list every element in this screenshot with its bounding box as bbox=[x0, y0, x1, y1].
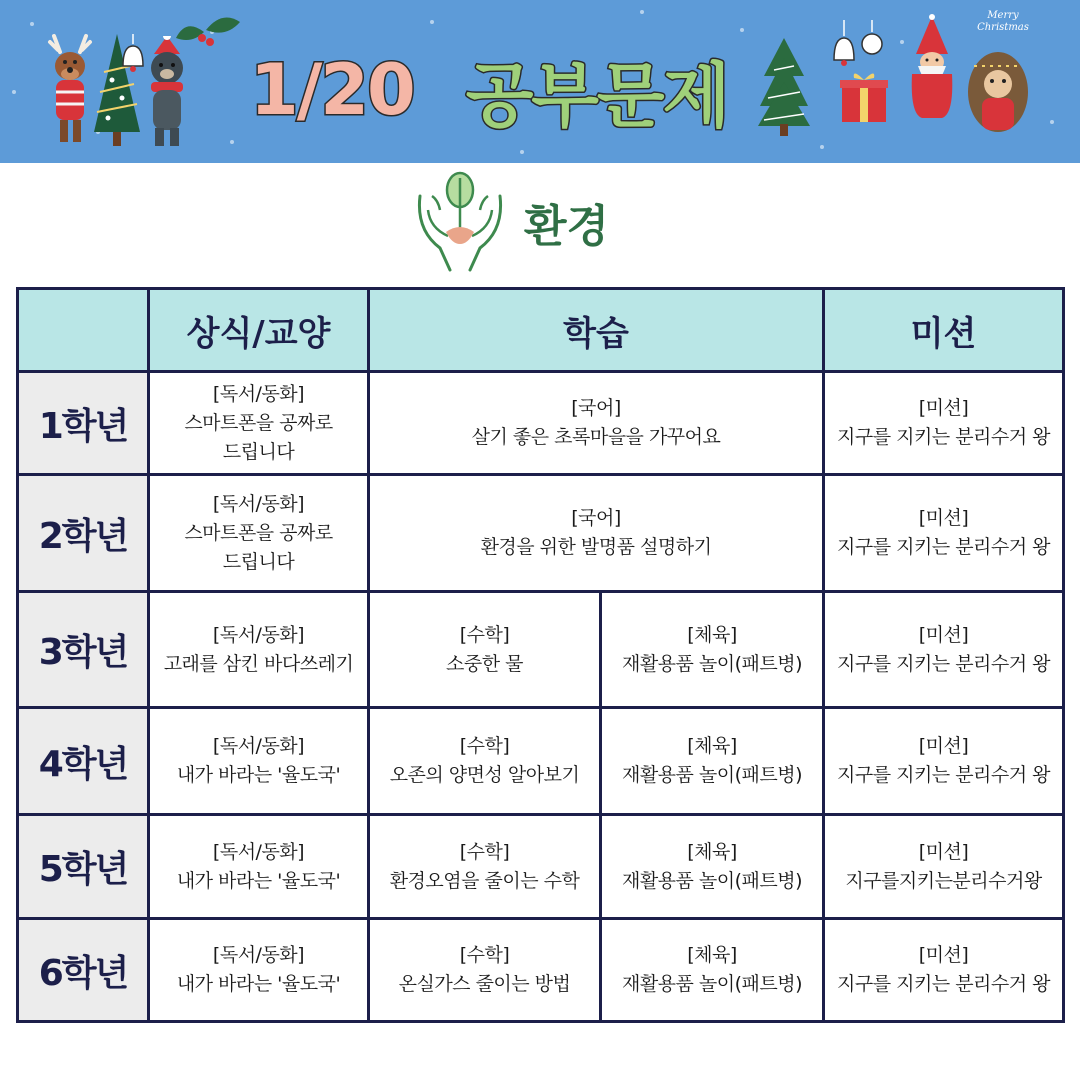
cell-category: [체육] bbox=[687, 840, 737, 863]
snow-dot bbox=[30, 22, 34, 26]
snow-dot bbox=[640, 10, 644, 14]
math-cell bbox=[369, 815, 601, 919]
header-study: 학습 bbox=[369, 289, 824, 372]
cell-text: 지구를 지키는 분리수거 왕 bbox=[837, 973, 1051, 995]
general-cell bbox=[149, 919, 369, 1022]
table-row bbox=[18, 475, 1064, 592]
cell-text: 지구를 지키는 분리수거 왕 bbox=[837, 764, 1051, 786]
cell-category: [독서/동화] bbox=[212, 735, 305, 757]
santa-icon bbox=[906, 14, 958, 120]
table-row bbox=[18, 919, 1064, 1022]
cell-category: [국어] bbox=[571, 507, 621, 529]
grade-label: 6학년 bbox=[18, 919, 149, 1022]
cell-text: 오존의 양면성 알아보기 bbox=[389, 764, 580, 786]
cell-text: 소중한 물 bbox=[446, 652, 523, 675]
cell-text: 스마트폰을 공짜로 bbox=[184, 521, 333, 544]
mission-cell bbox=[824, 475, 1064, 592]
christmas-tree-icon bbox=[756, 36, 812, 136]
general-cell bbox=[149, 708, 369, 815]
topic-heading bbox=[410, 170, 609, 274]
banner-title-row bbox=[250, 40, 728, 140]
cell-text: 살기 좋은 초록마을을 가꾸어요 bbox=[471, 426, 721, 448]
snow-dot bbox=[1050, 120, 1054, 124]
mission-cell bbox=[824, 372, 1064, 475]
pe-cell bbox=[601, 815, 824, 919]
general-cell bbox=[149, 372, 369, 475]
table-row bbox=[18, 592, 1064, 708]
cell-category: [독서/동화] bbox=[212, 623, 305, 646]
cell-text: 지구를지키는분리수거왕 bbox=[845, 869, 1042, 892]
cell-category: [수학] bbox=[459, 623, 510, 646]
grade-label: 2학년 bbox=[18, 475, 149, 592]
header-general: 상식/교양 bbox=[149, 289, 369, 372]
table-row bbox=[18, 815, 1064, 919]
mission-cell bbox=[824, 919, 1064, 1022]
merry-christmas-text bbox=[968, 10, 1038, 34]
cell-text: 재활용품 놀이(패트병) bbox=[621, 652, 803, 675]
math-cell bbox=[369, 592, 601, 708]
cell-category: [독서/동화] bbox=[212, 492, 305, 515]
cell-text: 온실가스 줄이는 방법 bbox=[398, 973, 571, 995]
plant-in-hands-icon bbox=[410, 170, 510, 274]
cell-category: [체육] bbox=[687, 944, 737, 966]
mission-cell bbox=[824, 815, 1064, 919]
cell-category: [체육] bbox=[687, 735, 737, 757]
cell-category: [미션] bbox=[918, 944, 969, 966]
study-cell bbox=[369, 372, 824, 475]
cell-text: 환경오염을 줄이는 수학 bbox=[389, 869, 580, 892]
greeting-line-1: Merry bbox=[987, 10, 1019, 21]
greeting-line-2: Christmas bbox=[977, 22, 1029, 33]
cell-text: 환경을 위한 발명품 설명하기 bbox=[480, 536, 712, 558]
cell-category: [체육] bbox=[687, 623, 737, 646]
pe-cell bbox=[601, 919, 824, 1022]
cell-category: [수학] bbox=[459, 735, 510, 757]
cell-category: [수학] bbox=[459, 840, 510, 863]
cell-category: [국어] bbox=[571, 397, 621, 419]
date-title: 1/20 bbox=[250, 49, 414, 131]
study-schedule-table bbox=[16, 287, 1065, 1023]
general-cell bbox=[149, 815, 369, 919]
gift-box-icon bbox=[838, 68, 890, 124]
table-row bbox=[18, 372, 1064, 475]
cell-category: [수학] bbox=[459, 944, 510, 966]
cell-text: 고래를 삼킨 바다쓰레기 bbox=[163, 652, 354, 675]
cell-text: 내가 바라는 '율도국' bbox=[176, 869, 341, 892]
cell-text: 지구를 지키는 분리수거 왕 bbox=[837, 536, 1051, 558]
mission-cell bbox=[824, 708, 1064, 815]
topic-label: 환경 bbox=[524, 201, 610, 252]
page-title: 공부문제 bbox=[465, 54, 729, 137]
cell-text: 재활용품 놀이(패트병) bbox=[621, 764, 803, 786]
hedgehog-icon bbox=[966, 44, 1030, 140]
study-cell bbox=[369, 475, 824, 592]
math-cell bbox=[369, 919, 601, 1022]
cell-text: 재활용품 놀이(패트병) bbox=[621, 869, 803, 892]
cell-category: [미션] bbox=[918, 507, 969, 529]
cell-text: 재활용품 놀이(패트병) bbox=[621, 973, 803, 995]
cell-text: 지구를 지키는 분리수거 왕 bbox=[837, 652, 1051, 675]
cell-text: 내가 바라는 '율도국' bbox=[176, 764, 341, 786]
cell-category: [미션] bbox=[918, 840, 969, 863]
snow-dot bbox=[900, 40, 904, 44]
header-grade bbox=[18, 289, 149, 372]
table-header-row bbox=[18, 289, 1064, 372]
cell-category: [독서/동화] bbox=[212, 840, 305, 863]
math-cell bbox=[369, 708, 601, 815]
grade-label: 3학년 bbox=[18, 592, 149, 708]
pe-cell bbox=[601, 592, 824, 708]
grade-label: 5학년 bbox=[18, 815, 149, 919]
cell-category: [미션] bbox=[918, 623, 969, 646]
general-cell bbox=[149, 592, 369, 708]
snow-dot bbox=[520, 150, 524, 154]
grade-label: 1학년 bbox=[18, 372, 149, 475]
general-cell bbox=[149, 475, 369, 592]
cell-category: [미션] bbox=[918, 735, 969, 757]
cell-text: 내가 바라는 '율도국' bbox=[176, 973, 341, 995]
snow-dot bbox=[12, 90, 16, 94]
cell-category: [독서/동화] bbox=[212, 944, 305, 966]
table-row bbox=[18, 708, 1064, 815]
snow-dot bbox=[820, 145, 824, 149]
header-banner bbox=[0, 0, 1080, 163]
cell-text: 스마트폰을 공짜로 bbox=[184, 411, 333, 434]
snow-dot bbox=[740, 28, 744, 32]
snow-dot bbox=[430, 20, 434, 24]
pe-cell bbox=[601, 708, 824, 815]
cell-text: 지구를 지키는 분리수거 왕 bbox=[837, 426, 1051, 448]
mission-cell bbox=[824, 592, 1064, 708]
header-mission: 미션 bbox=[824, 289, 1064, 372]
holly-icon bbox=[166, 8, 246, 56]
cell-category: [미션] bbox=[918, 397, 969, 419]
snow-dot bbox=[230, 140, 234, 144]
grade-label: 4학년 bbox=[18, 708, 149, 815]
cell-category: [독서/동화] bbox=[212, 382, 305, 405]
cell-text: 드립니다 bbox=[222, 550, 295, 573]
cell-text: 드립니다 bbox=[222, 440, 295, 463]
